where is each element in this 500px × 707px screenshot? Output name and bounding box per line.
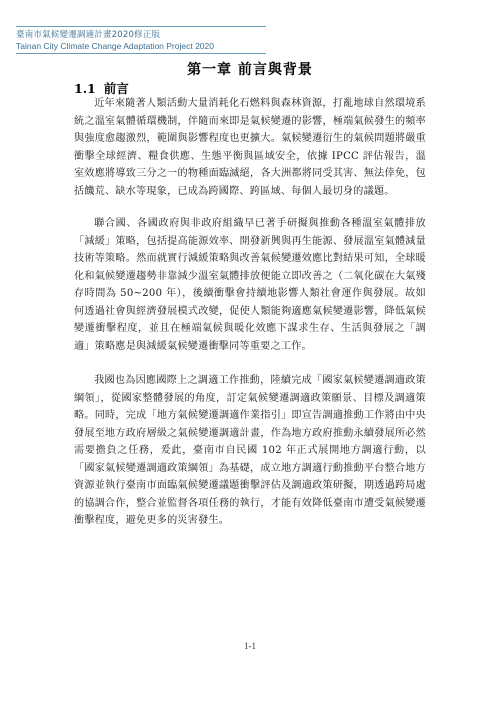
header-title-en: Tainan City Climate Change Adaptation Project 2020	[16, 41, 214, 51]
header-rule-top	[16, 26, 266, 27]
chapter-title: 第一章 前言與背景	[187, 62, 313, 78]
body-paragraph-3: 我國也為因應國際上之調適工作推動，陸續完成「國家氣候變遷調適政策綱領」，從國家整體發展的角度，訂定氣候變遷調適政策願景、目標及調適策略。同時，完成「地方氣候變遷調適作業指引」即宣告調適推動工作將由中央發展至地方政府層級之氣候變遷調適計畫，作為地方政府推動永續發展所必然需要擔負之任務，爰此，臺南市自民國 102 年正式展開地方調適行動，以「國家氣候變遷調適政策綱領」為基礎，成立地方調適行動推動平台整合地方資源並執行臺南市面臨氣候變遷議題衝擊評估及調適政策研擬，期透過跨局處的協調合作，整合並監督各項任務的執行，才能有效降低臺南市遭受氣候變遷衝擊程度，避免更多的災害發生。	[74, 375, 426, 526]
header-rule-bottom	[16, 53, 266, 54]
section-title: 前言	[103, 81, 129, 96]
body-paragraph-2: 聯合國、各國政府與非政府組織早已著手研擬與推動各種溫室氣體排放「減緩」策略，包括提高能源效率、開發新興與再生能源、發展溫室氣體減量技術等策略。然而就實行減緩策略與改善氣候變遷效應比對結果可知，全球暖化和氣候變遷趨勢非靠減少溫室氣體排放便能立即改善之（二氧化碳在大氣殘存時間為 50~200 年），後續衝擊會持續地影響人類社會運作與發展。故如何透過社會與經濟發展模式改變，促使人類能夠適應氣候變遷影響，降低氣候變遷衝擊程度，並且在極端氣候與暖化效應下謀求生存、生活與發展之「調適」策略應是與減緩氣候變遷衝擊同等重要之工作。	[74, 218, 426, 352]
page-header	[0, 0, 500, 58]
body-paragraph-1: 近年來隨著人類活動大量消耗化石燃料與森林資源，打亂地球自然環境系統之溫室氣體循環機制，伴隨而來即是氣候變遷的影響，極端氣候發生的頻率與強度愈趨激烈，範圍與影響程度也更擴大。氣候變遷衍生的氣候問題將嚴重衝擊全球經濟、糧食供應、生態平衡與區域安全，依據 IPCC 評估報告，溫室效應將導致三分之一的物種面臨滅絕，各大洲都將同受其害、無法倖免，包括饑荒、缺水等現象，已成為跨國際、跨區域、每個人最切身的議題。	[74, 98, 426, 197]
header-title-zh: 臺南市氣候變遷調適計畫2020修正版	[16, 30, 161, 40]
section-number: 1.1	[74, 81, 96, 96]
page-number: 1-1	[244, 641, 256, 651]
